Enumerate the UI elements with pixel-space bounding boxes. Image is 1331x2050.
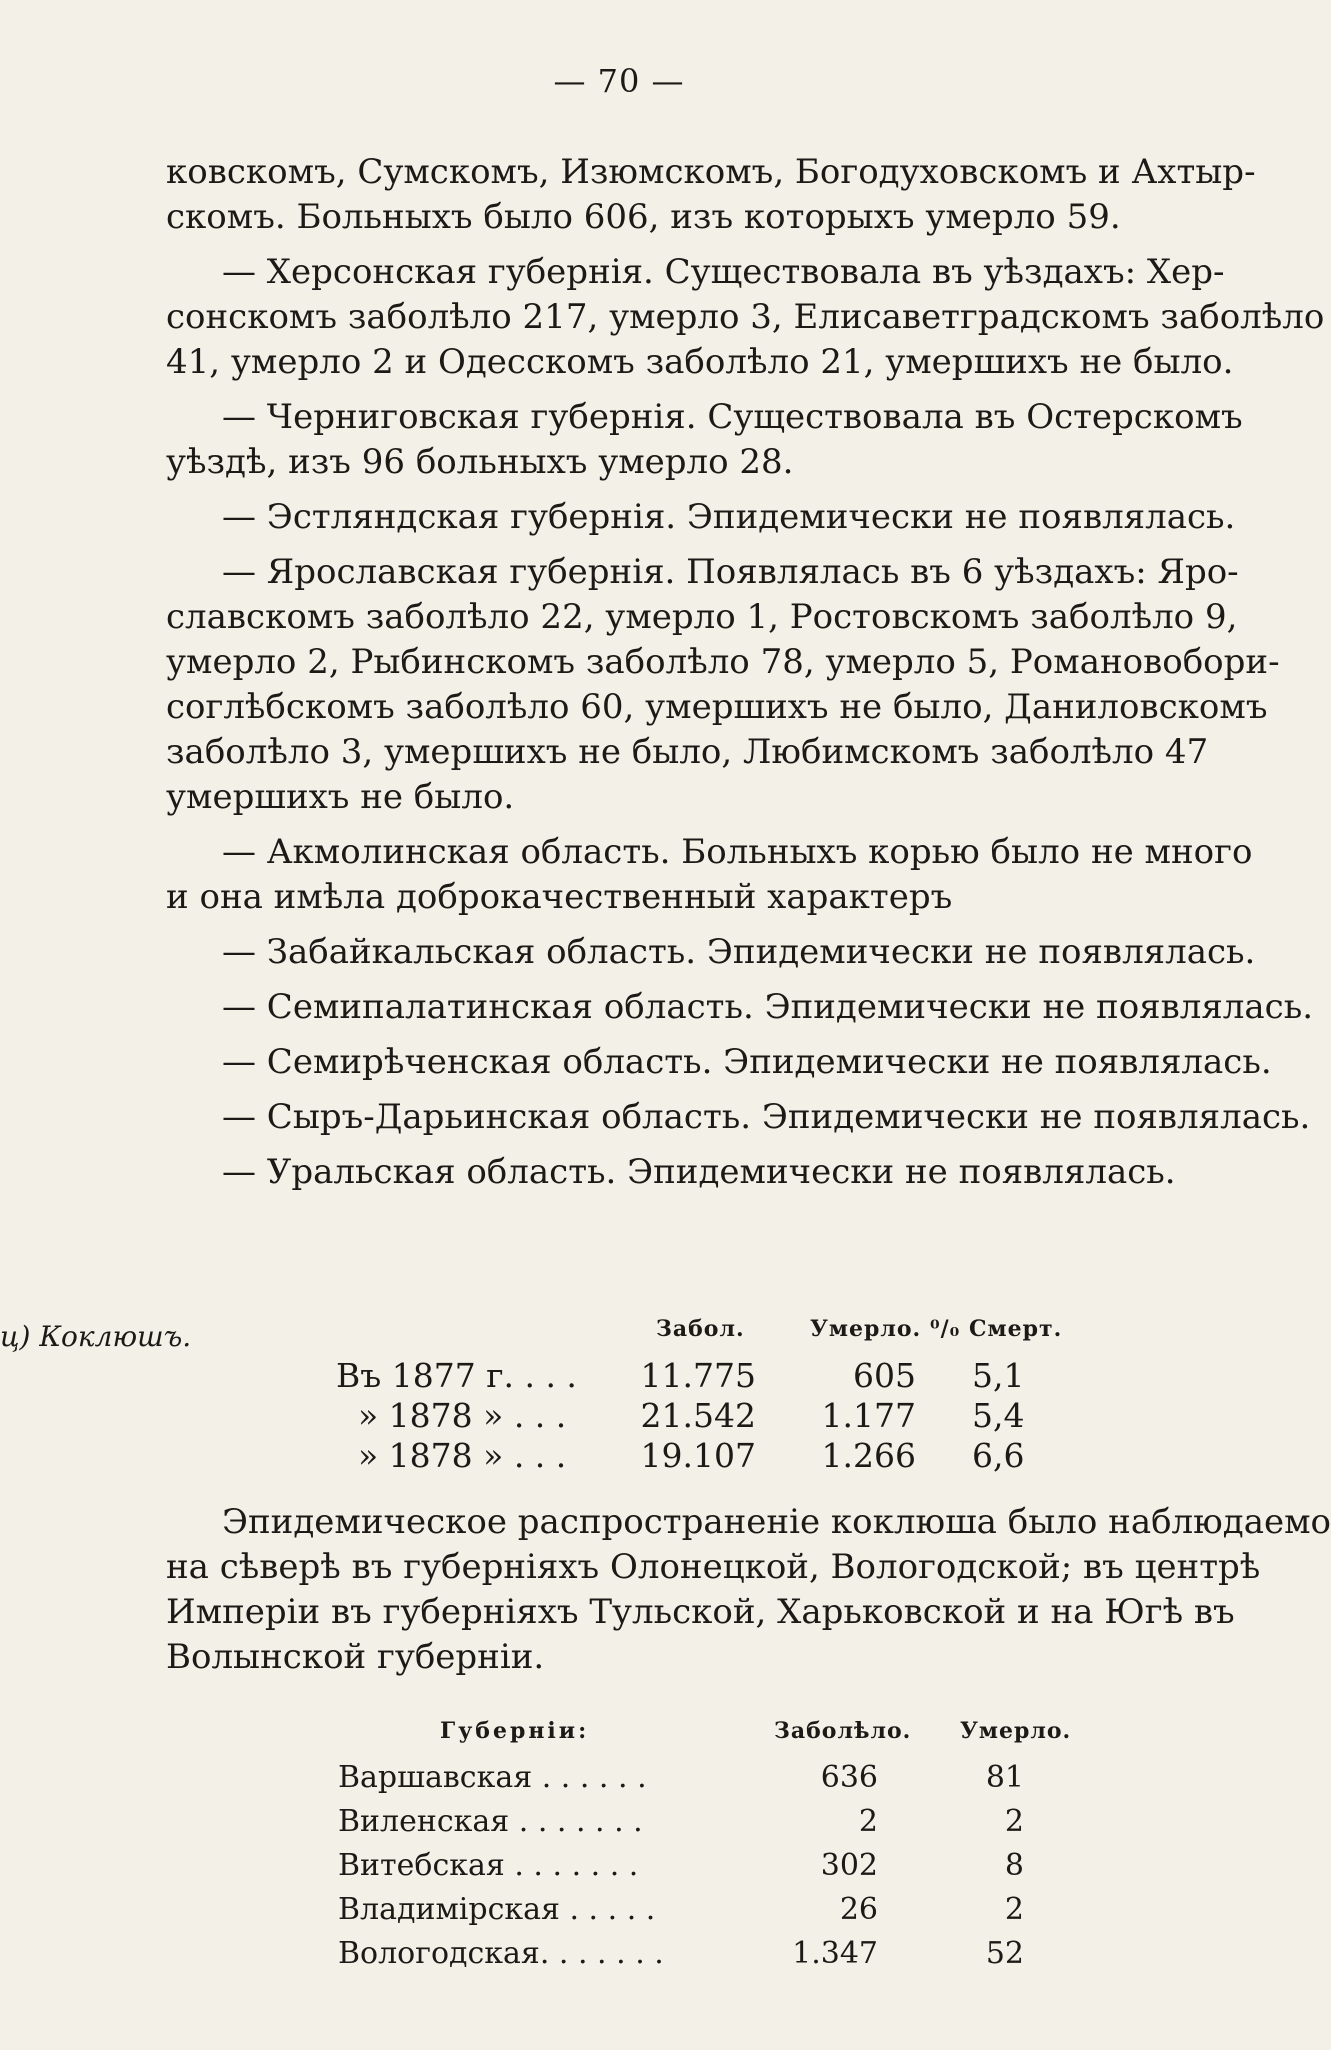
text-line: Волынской губерніи.: [166, 1637, 545, 1677]
stat-year: » 1878 » . . .: [358, 1396, 567, 1435]
text-line: славскомъ заболѣло 22, умерло 1, Ростовскомъ заболѣло 9,: [166, 597, 1238, 637]
text-line: ковскомъ, Сумскомъ, Изюмскомъ, Богодуховскомъ и Ахтыр-: [166, 152, 1256, 192]
gov-died: 81: [985, 1760, 1024, 1795]
text-line: умершихъ не было.: [166, 777, 515, 817]
gov-header-sick: Заболѣло.: [774, 1718, 912, 1744]
text-line: скомъ. Больныхъ было 606, изъ которыхъ умерло 59.: [166, 197, 1121, 237]
text-line: заболѣло 3, умершихъ не было, Любимскомъ заболѣло 47: [166, 732, 1209, 772]
gov-died: 8: [1004, 1848, 1024, 1883]
text-line: сонскомъ заболѣло 217, умерло 3, Елисаветградскомъ заболѣло: [166, 297, 1325, 337]
gov-header-died: Умерло.: [960, 1718, 1072, 1744]
text-line: Эпидемическое распространеніе коклюша было наблюдаемо: [222, 1502, 1331, 1542]
text-line: соглѣбскомъ заболѣло 60, умершихъ не было, Даниловскомъ: [166, 687, 1268, 727]
stat-year: » 1878 » . . .: [358, 1436, 567, 1475]
gov-name: Виленская . . . . . . .: [338, 1804, 643, 1839]
text-line: — Уральская область. Эпидемически не появлялась.: [222, 1152, 1176, 1192]
gov-header-name: Губерніи:: [440, 1718, 590, 1744]
gov-died: 52: [985, 1936, 1024, 1971]
stat-sick: 21.542: [640, 1396, 756, 1435]
gov-sick: 636: [820, 1760, 878, 1795]
stat-sick: 19.107: [640, 1436, 756, 1475]
text-line: — Черниговская губернія. Существовала въ Остерскомъ: [222, 397, 1243, 437]
text-line: Имперіи въ губерніяхъ Тульской, Харьковской и на Югѣ въ: [166, 1592, 1235, 1632]
text-line: — Семипалатинская область. Эпидемически не появлялась.: [222, 987, 1314, 1027]
gov-sick: 26: [839, 1892, 878, 1927]
stat-pct: 5,1: [972, 1356, 1025, 1395]
section-label: ц) Коклюшъ.: [0, 1320, 192, 1353]
column-header-pct: ⁰/₀ Смерт.: [930, 1316, 1063, 1342]
text-line: умерло 2, Рыбинскомъ заболѣло 78, умерло 5, Романовобори-: [166, 642, 1280, 682]
stat-pct: 6,6: [972, 1436, 1025, 1475]
gov-sick: 2: [858, 1804, 878, 1839]
body-text: [166, 150, 1325, 1195]
gov-sick: 1.347: [792, 1936, 878, 1971]
text-line: — Семирѣченская область. Эпидемически не появлялась.: [222, 1042, 1272, 1082]
text-line: — Сыръ-Дарьинская область. Эпидемически не появлялась.: [222, 1097, 1311, 1137]
stat-pct: 5,4: [972, 1396, 1025, 1435]
text-line: — Ярославская губернія. Появлялась въ 6 уѣздахъ: Яро-: [222, 552, 1239, 592]
gov-sick: 302: [820, 1848, 878, 1883]
text-line: — Эстляндская губернія. Эпидемически не появлялась.: [222, 497, 1236, 537]
page-number: — 70 —: [553, 62, 685, 100]
epidemic-paragraph: [166, 1500, 1331, 1680]
text-line: — Херсонская губернія. Существовала въ уѣздахъ: Хер-: [222, 252, 1225, 292]
stat-sick: 11.775: [640, 1356, 756, 1395]
gov-name: Варшавская . . . . . .: [338, 1760, 647, 1795]
text-line: и она имѣла доброкачественный характеръ: [166, 877, 953, 917]
text-line: уѣздѣ, изъ 96 больныхъ умерло 28.: [166, 442, 794, 482]
gov-name: Вологодская. . . . . . .: [338, 1936, 664, 1971]
gov-died: 2: [1004, 1892, 1024, 1927]
stat-died: 1.266: [821, 1436, 916, 1475]
stat-died: 1.177: [821, 1396, 916, 1435]
stat-died: 605: [853, 1356, 916, 1395]
stat-year: Въ 1877 г. . . .: [336, 1356, 577, 1395]
gov-name: Витебская . . . . . . .: [338, 1848, 639, 1883]
text-line: 41, умерло 2 и Одесскомъ заболѣло 21, умершихъ не было.: [166, 342, 1234, 382]
text-line: на сѣверѣ въ губерніяхъ Олонецкой, Вологодской; въ центрѣ: [166, 1547, 1261, 1587]
text-line: — Акмолинская область. Больныхъ корью было не много: [222, 832, 1253, 872]
column-header-sick: Забол.: [656, 1316, 745, 1342]
text-line: — Забайкальская область. Эпидемически не появлялась.: [222, 932, 1256, 972]
gov-died: 2: [1004, 1804, 1024, 1839]
gov-name: Владимірская . . . . .: [338, 1892, 656, 1927]
column-header-died: Умерло.: [810, 1316, 922, 1342]
